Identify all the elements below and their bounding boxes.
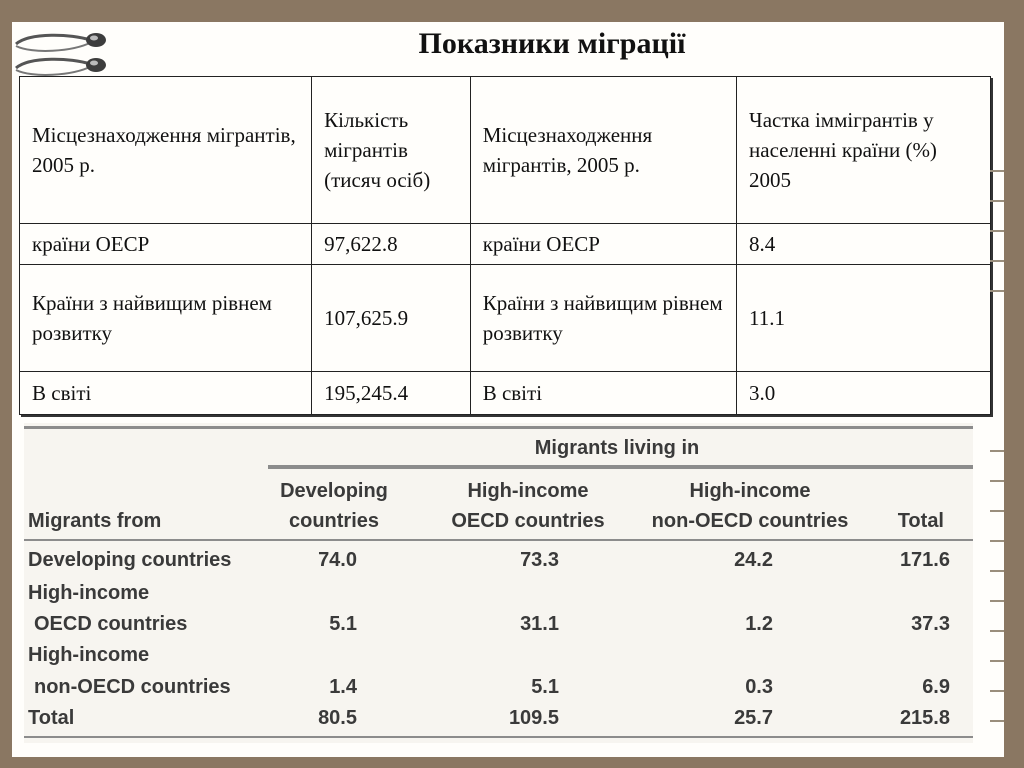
slide-title: Показники міграції bbox=[418, 27, 686, 60]
value-cell: 31.1 bbox=[520, 613, 559, 635]
header-cell: Місцезнаходження мігрантів, 2005 р. bbox=[20, 77, 312, 224]
row-label: High-income bbox=[28, 582, 150, 604]
column-header: Total bbox=[897, 510, 944, 532]
table-cell: В світі bbox=[20, 372, 312, 415]
table-cell: Країни з найвищим рівнем розвитку bbox=[470, 265, 736, 372]
column-header: OECD countries bbox=[451, 510, 605, 532]
table-cell: В світі bbox=[470, 372, 736, 415]
value-cell: 74.0 bbox=[318, 549, 357, 571]
column-header: High-income bbox=[467, 480, 589, 502]
top-rule bbox=[24, 426, 973, 429]
column-header: countries bbox=[288, 510, 380, 532]
table-cell: країни ОЕСР bbox=[20, 224, 312, 265]
table-cell: 3.0 bbox=[737, 372, 991, 415]
table-cell: 195,245.4 bbox=[312, 372, 471, 415]
header-cell: Місцезнаходження мігрантів, 2005 р. bbox=[470, 77, 736, 224]
bottom-rule bbox=[24, 736, 973, 738]
row-label: OECD countries bbox=[34, 613, 188, 635]
group-header: Migrants living in bbox=[534, 437, 700, 459]
header-cell: Частка іммігрантів у населенні країни (%) 2005 bbox=[737, 77, 991, 224]
table-row bbox=[20, 372, 991, 415]
value-cell: 24.2 bbox=[734, 549, 773, 571]
row-label: High-income bbox=[28, 644, 150, 666]
column-header: non-OECD countries bbox=[651, 510, 849, 532]
table-header-row bbox=[20, 77, 991, 224]
table-cell: 97,622.8 bbox=[312, 224, 471, 265]
table-cell: 107,625.9 bbox=[312, 265, 471, 372]
column-header: High-income bbox=[689, 480, 811, 502]
header-rule bbox=[24, 539, 973, 541]
value-cell: 215.8 bbox=[899, 707, 950, 729]
value-cell: 5.1 bbox=[531, 676, 559, 698]
table-cell: 11.1 bbox=[737, 265, 991, 372]
value-cell: 37.3 bbox=[911, 613, 950, 635]
row-label: Developing countries bbox=[28, 549, 232, 571]
value-cell: 25.7 bbox=[734, 707, 773, 729]
table-row bbox=[20, 265, 991, 372]
group-rule bbox=[268, 465, 973, 469]
table-row bbox=[20, 224, 991, 265]
row-header: Migrants from bbox=[28, 510, 162, 532]
decorative-margin-ticks bbox=[986, 160, 1004, 750]
migration-table-ua bbox=[19, 76, 991, 415]
value-cell: 6.9 bbox=[922, 676, 950, 698]
column-header: Developing bbox=[280, 480, 388, 502]
row-label: non-OECD countries bbox=[34, 676, 231, 698]
value-cell: 80.5 bbox=[318, 707, 357, 729]
header-cell: Кількість мігрантів (тисяч осіб) bbox=[312, 77, 471, 224]
table-cell: країни ОЕСР bbox=[470, 224, 736, 265]
value-cell: 109.5 bbox=[508, 707, 559, 729]
migrants-matrix-image bbox=[24, 423, 973, 743]
value-cell: 5.1 bbox=[329, 613, 357, 635]
value-cell: 1.2 bbox=[745, 613, 773, 635]
value-cell: 73.3 bbox=[520, 549, 559, 571]
value-cell: 1.4 bbox=[329, 676, 357, 698]
value-cell: 0.3 bbox=[745, 676, 773, 698]
table-cell: Країни з найвищим рівнем розвитку bbox=[20, 265, 312, 372]
value-cell: 171.6 bbox=[899, 549, 950, 571]
row-label: Total bbox=[28, 707, 75, 729]
table-cell: 8.4 bbox=[737, 224, 991, 265]
